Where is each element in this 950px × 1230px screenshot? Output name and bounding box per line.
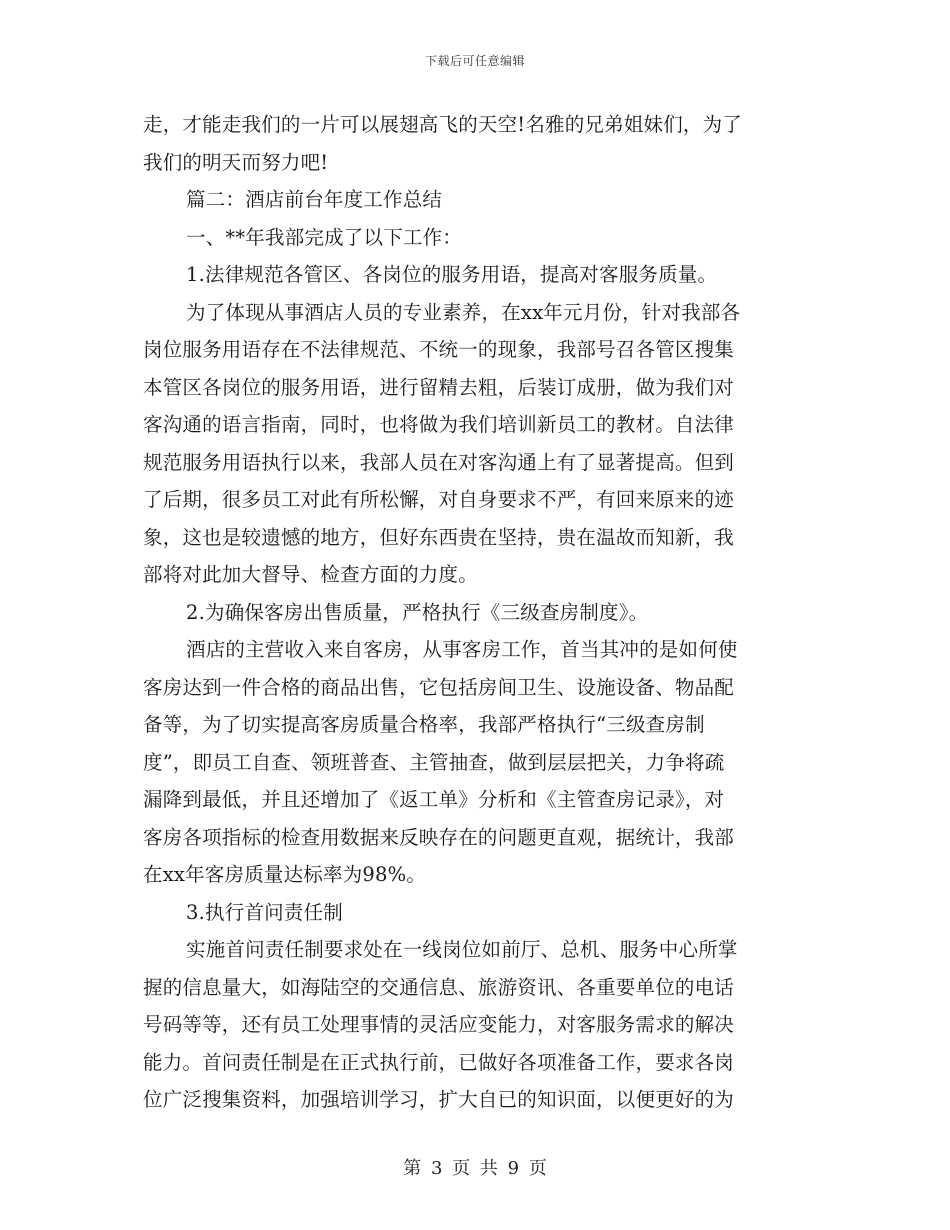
section-heading: 一、**年我部完成了以下工作： <box>186 225 463 249</box>
page-header: 下载后可任意编辑 <box>424 54 525 68</box>
text-line: 握的信息量大，如海陆空的交通信息、旅游资讯、各重要单位的电话 <box>143 975 735 999</box>
text-line: 度”，即员工自查、领班普查、主管抽查，做到层层把关，力争将疏 <box>143 750 725 774</box>
text-line: 位广泛搜集资料，加强培训学习，扩大自已的知识面，以便更好的为 <box>143 1088 735 1111</box>
section-title: 篇二：酒店前台年度工作总结 <box>186 188 443 211</box>
text-line: 漏降到最低，并且还增加了《返工单》分析和《主管查房记录》，对 <box>143 788 725 811</box>
text-line: 客房达到一件合格的商品出售，它包括房间卫生、设施设备、物品配 <box>143 675 735 699</box>
text-line: 本管区各岗位的服务用语，进行留精去粗，后装订成册，做为我们对 <box>143 375 735 399</box>
text-line: 实施首问责任制要求处在一线岗位如前厅、总机、服务中心所掌 <box>186 938 738 961</box>
text-line: 走，才能走我们的一片可以展翅高飞的天空!名雅的兄弟姐妹们，为了 <box>143 113 743 136</box>
text-line: 部将对此加大督导、检查方面的力度。 <box>143 563 478 586</box>
text-line: 岗位服务用语存在不法律规范、不统一的现象，我部号召各管区搜集 <box>143 338 735 361</box>
text-line: 号码等等，还有员工处理事情的灵活应变能力，对客服务需求的解决 <box>143 1013 735 1036</box>
text-line: 酒店的主营收入来自客房，从事客房工作，首当其冲的是如何使 <box>186 638 738 661</box>
text-line: 我们的明天而努力吧! <box>143 150 329 174</box>
text-line: 象，这也是较遗憾的地方，但好东西贵在坚持，贵在温故而知新，我 <box>143 525 735 549</box>
page-number: 第 3 页 共 9 页 <box>403 1158 547 1179</box>
item-heading: 1.法律规范各管区、各岗位的服务用语，提高对客服务质量。 <box>186 263 718 286</box>
text-line: 客房各项指标的检查用数据来反映存在的问题更直观，据统计，我部 <box>143 825 735 849</box>
text-line: 客沟通的语言指南，同时，也将做为我们培训新员工的教材。自法律 <box>143 413 735 436</box>
document-body <box>143 106 807 1119</box>
text-line: 能力。首问责任制是在正式执行前，已做好各项准备工作，要求各岗 <box>143 1050 735 1074</box>
item-heading: 2.为确保客房出售质量，严格执行《三级查房制度》。 <box>186 600 649 624</box>
text-line: 规范服务用语执行以来，我部人员在对客沟通上有了显著提高。但到 <box>143 450 735 474</box>
text-line: 为了体现从事酒店人员的专业素养，在xx年元月份，针对我部各 <box>186 300 741 324</box>
text-line: 了后期，很多员工对此有所松懈，对自身要求不严，有回来原来的迹 <box>143 488 735 511</box>
text-line: 在xx年客房质量达标率为98%。 <box>143 863 427 886</box>
item-heading: 3.执行首问责任制 <box>186 900 343 924</box>
text-line: 备等，为了切实提高客房质量合格率，我部严格执行“三级查房制 <box>143 713 705 736</box>
